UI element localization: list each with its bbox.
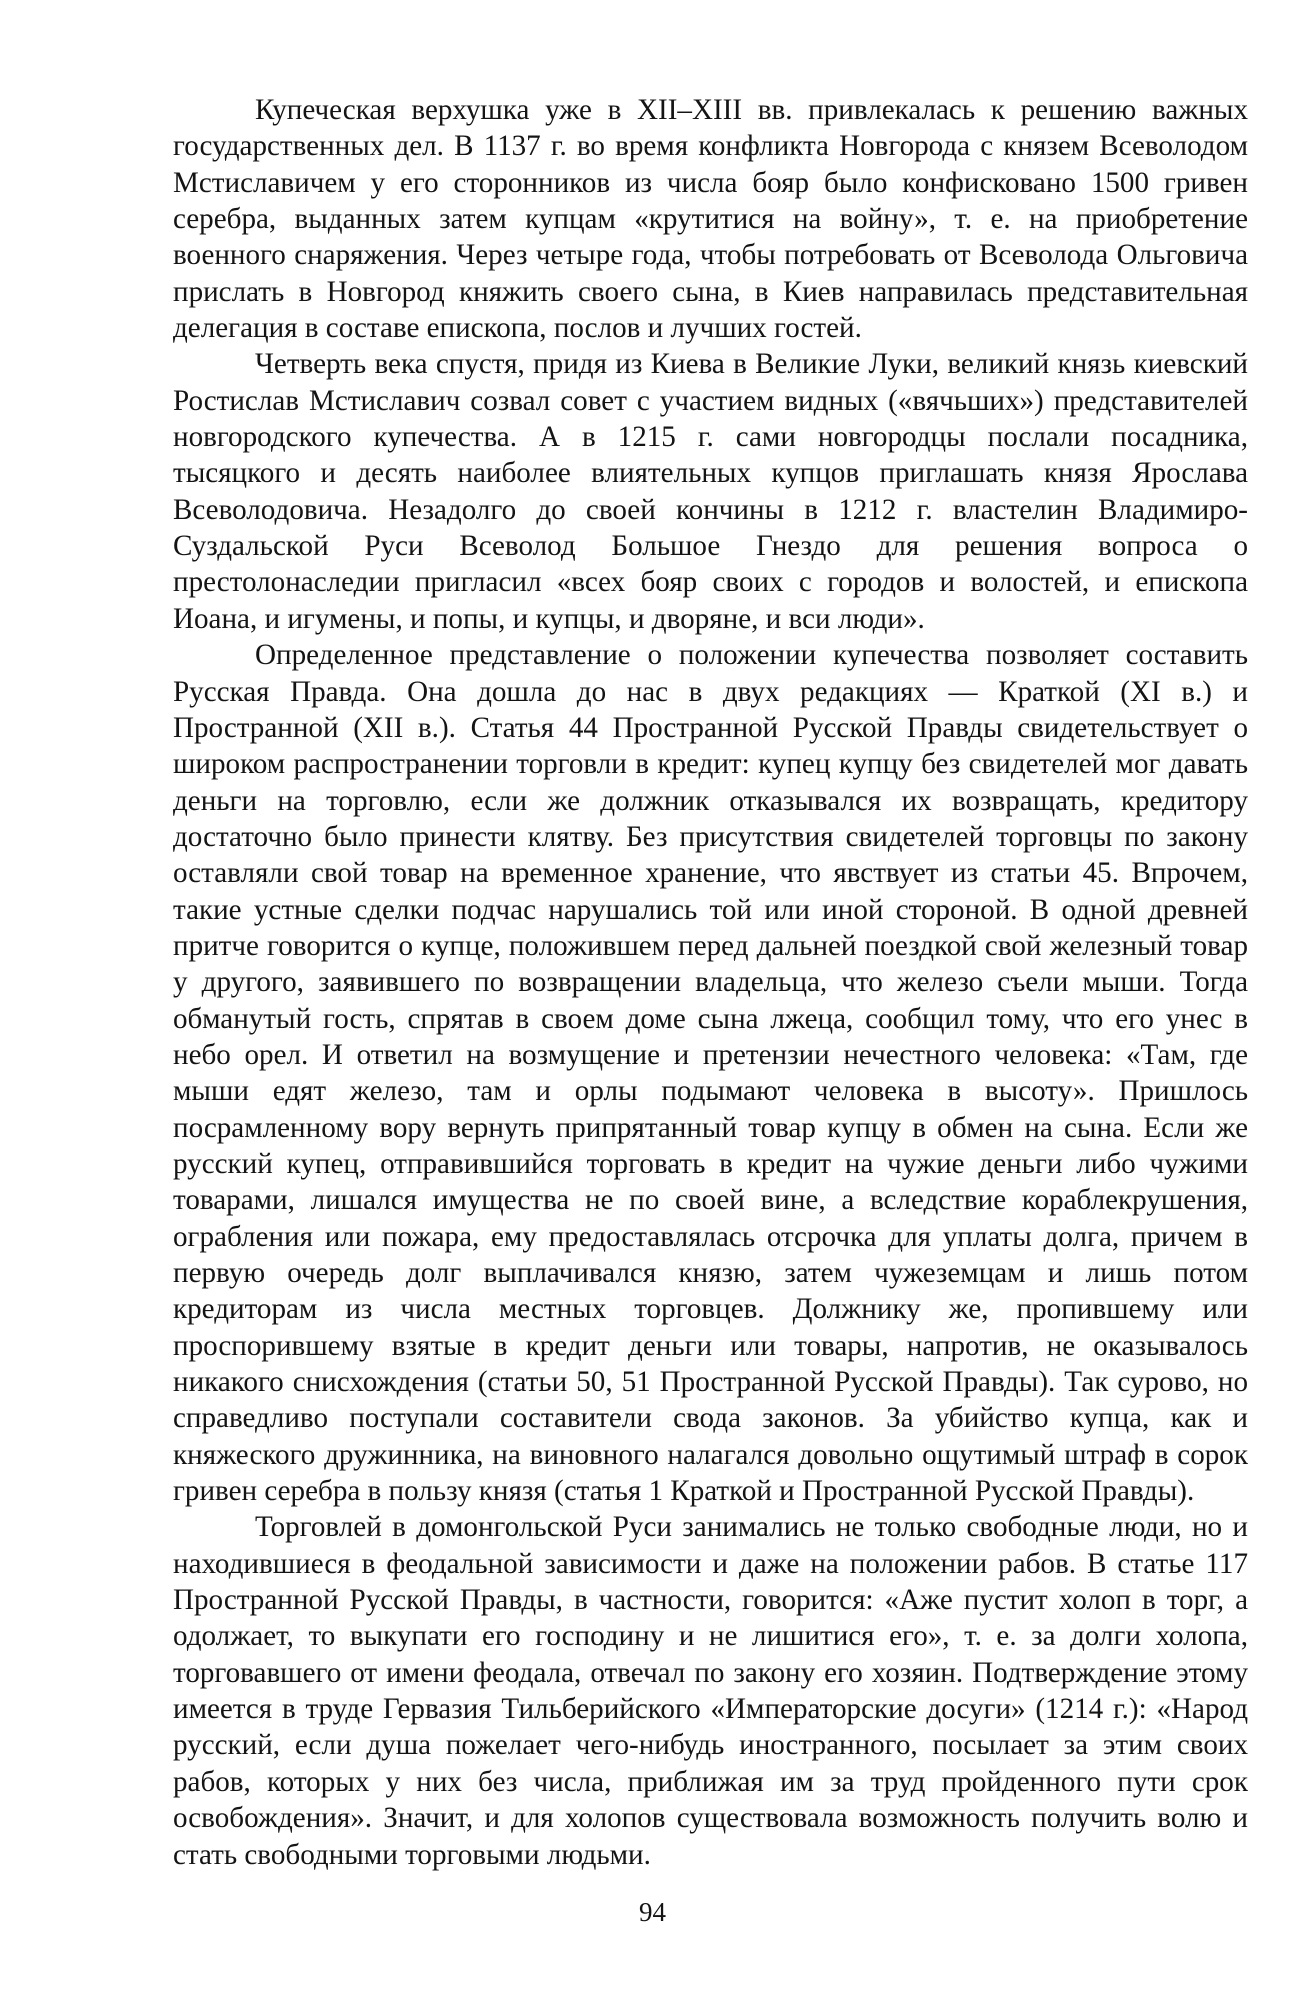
paragraph-4: Торговлей в домонгольской Руси занимались не только свободные люди, но и находившиеся в феодальной зависимости и даже на положении рабов. В статье 117 Пространной Русской Правды, в частности, говорится: «Аже пустит холоп в торг, а одолжает, то выкупати его господину и не лишитися его», т. е. за долги холопа, торговавшего от имени феодала, отвечал по закону его хозяин. Подтверждение этому имеется в труде Гервазия Тильберийского «Императорские досуги» (1214 г.): «Народ русский, если душа пожелает чего-нибудь иностранного, посылает за этим своих рабов, которых у них без числа, приближая им за труд пройденного пути срок освобождения». Значит, и для холопов существовала возможность получить волю и стать свободными торговыми людьми. [173,1511,1248,1871]
paragraph-3: Определенное представление о положении купечества позволяет составить Русская Правда. Она дошла до нас в двух редакциях — Краткой (XI в.) и Пространной (XII в.). Статья 44 Пространной Русской Правды свидетельствует о широком распространении торговли в кредит: купец купцу без свидетелей мог давать деньги на торговлю, если же должник отказывался их возвращать, кредитору достаточно было принести клятву. Без присутствия свидетелей торговцы по закону оставляли свой товар на временное хранение, что явствует из статьи 45. Впрочем, такие устные сделки подчас нарушались той или иной стороной. В одной древней притче говорится о купце, положившем перед дальней поездкой свой железный товар у другого, заявившего по возвращении владельца, что железо съели мыши. Тогда обманутый гость, спрятав в своем доме сына лжеца, сообщил тому, что его унес в небо орел. И ответил на возмущение и претензии нечестного человека: «Там, где мыши едят железо, там и орлы подымают человека в высоту». Пришлось посрамленному вору вернуть припрятанный товар купцу в обмен на сына. Если же русский купец, отправившийся торговать в кредит на чужие деньги либо чужими товарами, лишался имущества не по своей вине, а вследствие кораблекрушения, ограбления или пожара, ему предоставлялась отсрочка для уплаты долга, причем в первую очередь долг выплачивался князю, затем чужеземцам и лишь потом кредиторам из числа местных торговцев. Должнику же, пропившему или проспорившему взятые в кредит деньги или товары, напротив, не оказывалось никакого снисхождения (статьи 50, 51 Пространной Русской Правды). Так сурово, но справедливо поступали составители свода законов. За убийство купца, как и княжеского дружинника, на виновного налагался довольно ощутимый штраф в сорок гривен серебра в пользу князя (статья 1 Краткой и Пространной Русской Правды). [173,639,1248,1508]
paragraph-1: Купеческая верхушка уже в XII–XIII вв. привлекалась к решению важных государственных дел. В 1137 г. во время конфликта Новгорода с князем Всеволодом Мстиславичем у его сторонников из числа бояр было конфисковано 1500 гривен серебра, выданных затем купцам «крутитися на войну», т. е. на приобретение военного снаряжения. Через четыре года, чтобы потребовать от Всеволода Ольговича прислать в Новгород княжить своего сына, в Киев направилась представительная делегация в составе епископа, послов и лучших гостей. [173,94,1248,345]
paragraph-2: Четверть века спустя, придя из Киева в Великие Луки, великий князь киевский Ростислав Мстиславич созвал совет с участием видных («вячьших») представителей новгородского купечества. А в 1215 г. сами новгородцы послали посадника, тысяцкого и десять наиболее влиятельных купцов приглашать князя Ярослава Всеволодовича. Незадолго до своей кончины в 1212 г. властелин Владимиро-Суздальской Руси Всеволод Большое Гнездо для решения вопроса о престолонаследии пригласил «всех бояр своих с городов и волостей, и епископа Иоана, и игумены, и попы, и купцы, и дворяне, и вси люди». [173,348,1248,635]
page-number: 94 [639,1897,666,1927]
body-text [173,92,1248,1873]
